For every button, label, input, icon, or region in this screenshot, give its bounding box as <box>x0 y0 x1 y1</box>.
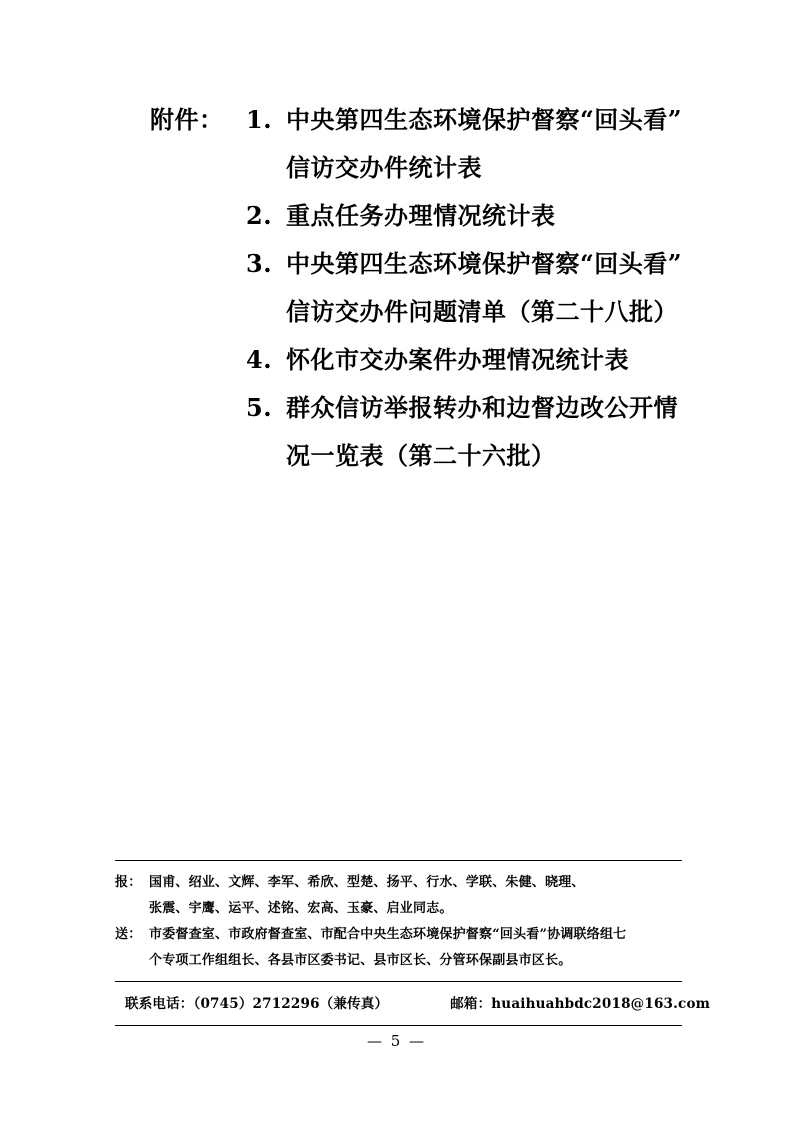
contact-email: 邮箱：huaihuahbdc2018@163.com <box>450 996 711 1012</box>
attachment-number: 3. <box>246 249 273 278</box>
footer-report-line <box>115 870 682 922</box>
attachment-title: 怀化市交办案件办理情况统计表 <box>286 345 629 374</box>
footer-send-line <box>115 922 682 974</box>
footer-report-line2: 张震、宇鹰、运平、述铭、宏高、玉豪、启业同志。 <box>149 901 453 916</box>
footer-contact-row <box>115 982 711 1025</box>
attachment-title-cont: 信访交办件统计表 <box>286 153 482 182</box>
contact-phone: 联系电话：（0745）2712296（兼传真） <box>125 996 389 1012</box>
attachment-number: 5. <box>246 393 273 422</box>
footer-report-line1: 国甫、绍业、文辉、李军、希欣、型楚、扬平、行水、学联、朱健、晓理、 <box>149 875 585 890</box>
footer-send-key: 送： <box>115 927 142 942</box>
footer-distribution <box>115 861 682 981</box>
attachment-label: 附件： <box>150 105 224 134</box>
footer-send-line2: 个专项工作组组长、各县市区委书记、县市区长、分管环保副县市区长。 <box>149 953 572 968</box>
attachment-item <box>150 192 710 240</box>
footer-send-line1: 市委督查室、市政府督查室、市配合中央生态环境保护督察“回头看”协调联络组七 <box>149 927 627 942</box>
attachment-title: 中央第四生态环境保护督察“回头看” <box>286 249 683 278</box>
attachment-number: 2. <box>246 201 273 230</box>
footer-report-value <box>149 870 682 922</box>
attachment-item <box>150 240 710 288</box>
attachment-title: 群众信访举报转办和边督边改公开情 <box>286 393 678 422</box>
attachment-title-cont: 况一览表（第二十六批） <box>286 441 556 470</box>
attachment-item <box>150 336 710 384</box>
attachment-item <box>150 384 710 432</box>
footer-divider-bottom <box>115 1025 682 1026</box>
attachment-list <box>150 96 710 480</box>
attachment-item <box>150 96 710 144</box>
footer-send-value <box>149 922 682 974</box>
attachment-number: 4. <box>246 345 273 374</box>
footer-block <box>115 860 711 1026</box>
footer-report-key: 报： <box>115 875 142 890</box>
attachment-title: 重点任务办理情况统计表 <box>286 201 556 230</box>
attachment-title-cont: 信访交办件问题清单（第二十八批） <box>286 297 678 326</box>
attachment-number: 1. <box>246 105 273 134</box>
attachment-title: 中央第四生态环境保护督察“回头看” <box>286 105 683 134</box>
page-number: — 5 — <box>366 1032 427 1050</box>
